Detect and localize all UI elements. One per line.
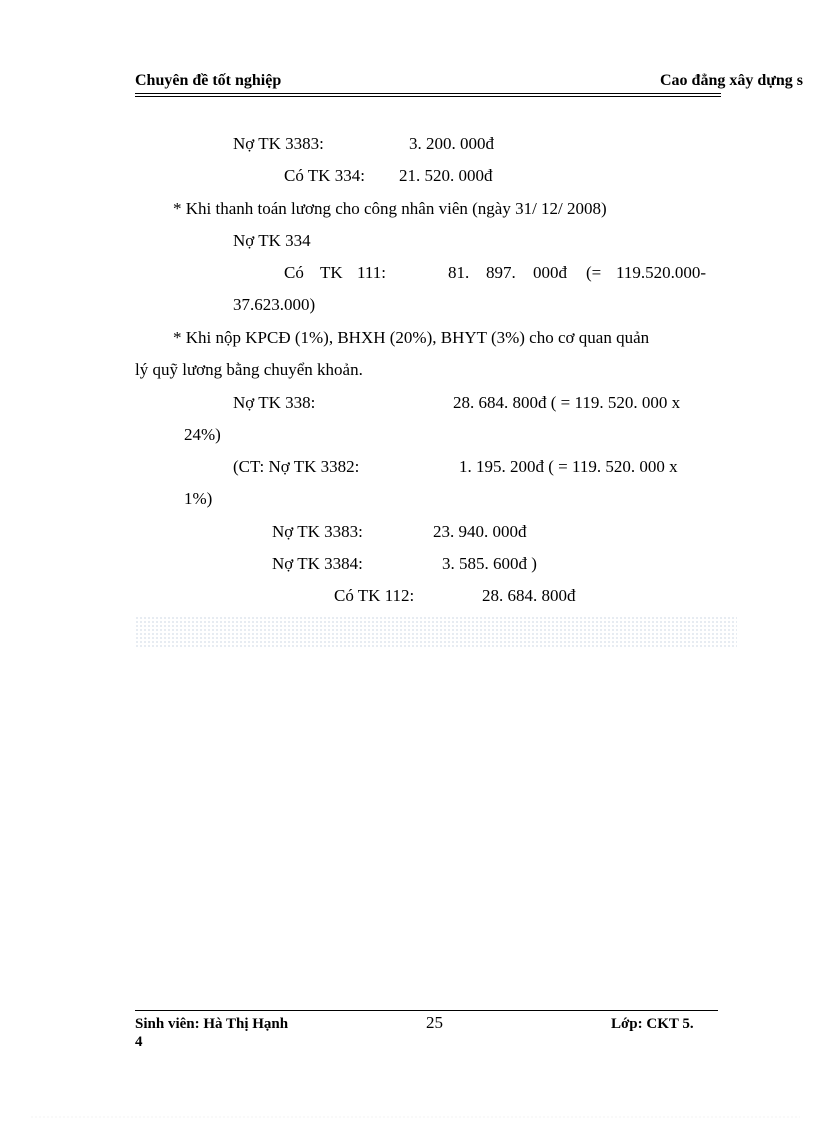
- dotted-shading-band: [135, 616, 737, 648]
- entry-credit-334-label: Có TK 334:: [284, 166, 365, 185]
- bottom-dotted-line: [30, 1116, 800, 1118]
- entry-debit-338-rate: 24%): [184, 425, 221, 444]
- entry-detail-3382-value: 1. 195. 200đ ( = 119. 520. 000 x: [459, 457, 678, 476]
- footer-rule: [135, 1010, 718, 1011]
- entry-detail-3384-value: 3. 585. 600đ ): [442, 554, 537, 573]
- footer-student-name: Sinh viên: Hà Thị Hạnh: [135, 1016, 289, 1032]
- paragraph-contributions: * Khi nộp KPCĐ (1%), BHXH (20%), BHYT (3%) cho cơ quan quản: [173, 328, 650, 347]
- entry-credit-amount-part2: 897.: [486, 263, 516, 282]
- entry-debit-338-value: 28. 684. 800đ ( = 119. 520. 000 x: [453, 393, 681, 412]
- entry-credit-tk: TK: [320, 263, 343, 282]
- entry-credit-formula-cont: 37.623.000): [233, 295, 316, 314]
- entry-debit-3383-value: 3. 200. 000đ: [409, 134, 494, 153]
- entry-credit-formula: 119.520.000-: [616, 263, 707, 282]
- paragraph-salary-payment: * Khi thanh toán lương cho công nhân viên (ngày 31/ 12/ 2008): [173, 199, 607, 218]
- header-rule: [135, 93, 721, 94]
- entry-credit-334-value: 21. 520. 000đ: [399, 166, 493, 185]
- entry-credit-112-value: 28. 684. 800đ: [482, 586, 576, 605]
- entry-detail-3384-label: Nợ TK 3384:: [272, 554, 363, 573]
- entry-debit-3383-label: Nợ TK 3383:: [233, 134, 324, 153]
- footer-class: Lớp: CKT 5.: [611, 1016, 694, 1032]
- header-left-title: Chuyên đề tốt nghiệp: [135, 72, 282, 89]
- header-right-title: Cao đẳng xây dựng s: [660, 72, 803, 89]
- entry-debit-334: Nợ TK 334: [233, 231, 311, 250]
- entry-credit-account: 111:: [357, 263, 386, 282]
- entry-detail-3383-label: Nợ TK 3383:: [272, 522, 363, 541]
- entry-detail-3382-rate: 1%): [184, 489, 213, 508]
- entry-debit-338-label: Nợ TK 338:: [233, 393, 316, 412]
- header-rule-double: [135, 96, 721, 97]
- footer-class-cont: 4: [135, 1034, 143, 1050]
- paragraph-contributions-cont: lý quỹ lương bằng chuyển khoản.: [135, 360, 363, 379]
- entry-credit-word: Có: [284, 263, 304, 282]
- entry-credit-amount-part3: 000đ: [533, 263, 567, 282]
- entry-credit-formula-open: (=: [586, 263, 602, 282]
- entry-detail-3382-label: (CT: Nợ TK 3382:: [233, 457, 360, 476]
- entry-detail-3383-value: 23. 940. 000đ: [433, 522, 527, 541]
- entry-credit-amount-part1: 81.: [448, 263, 470, 282]
- entry-credit-112-label: Có TK 112:: [334, 586, 415, 605]
- page-number: 25: [426, 1013, 443, 1032]
